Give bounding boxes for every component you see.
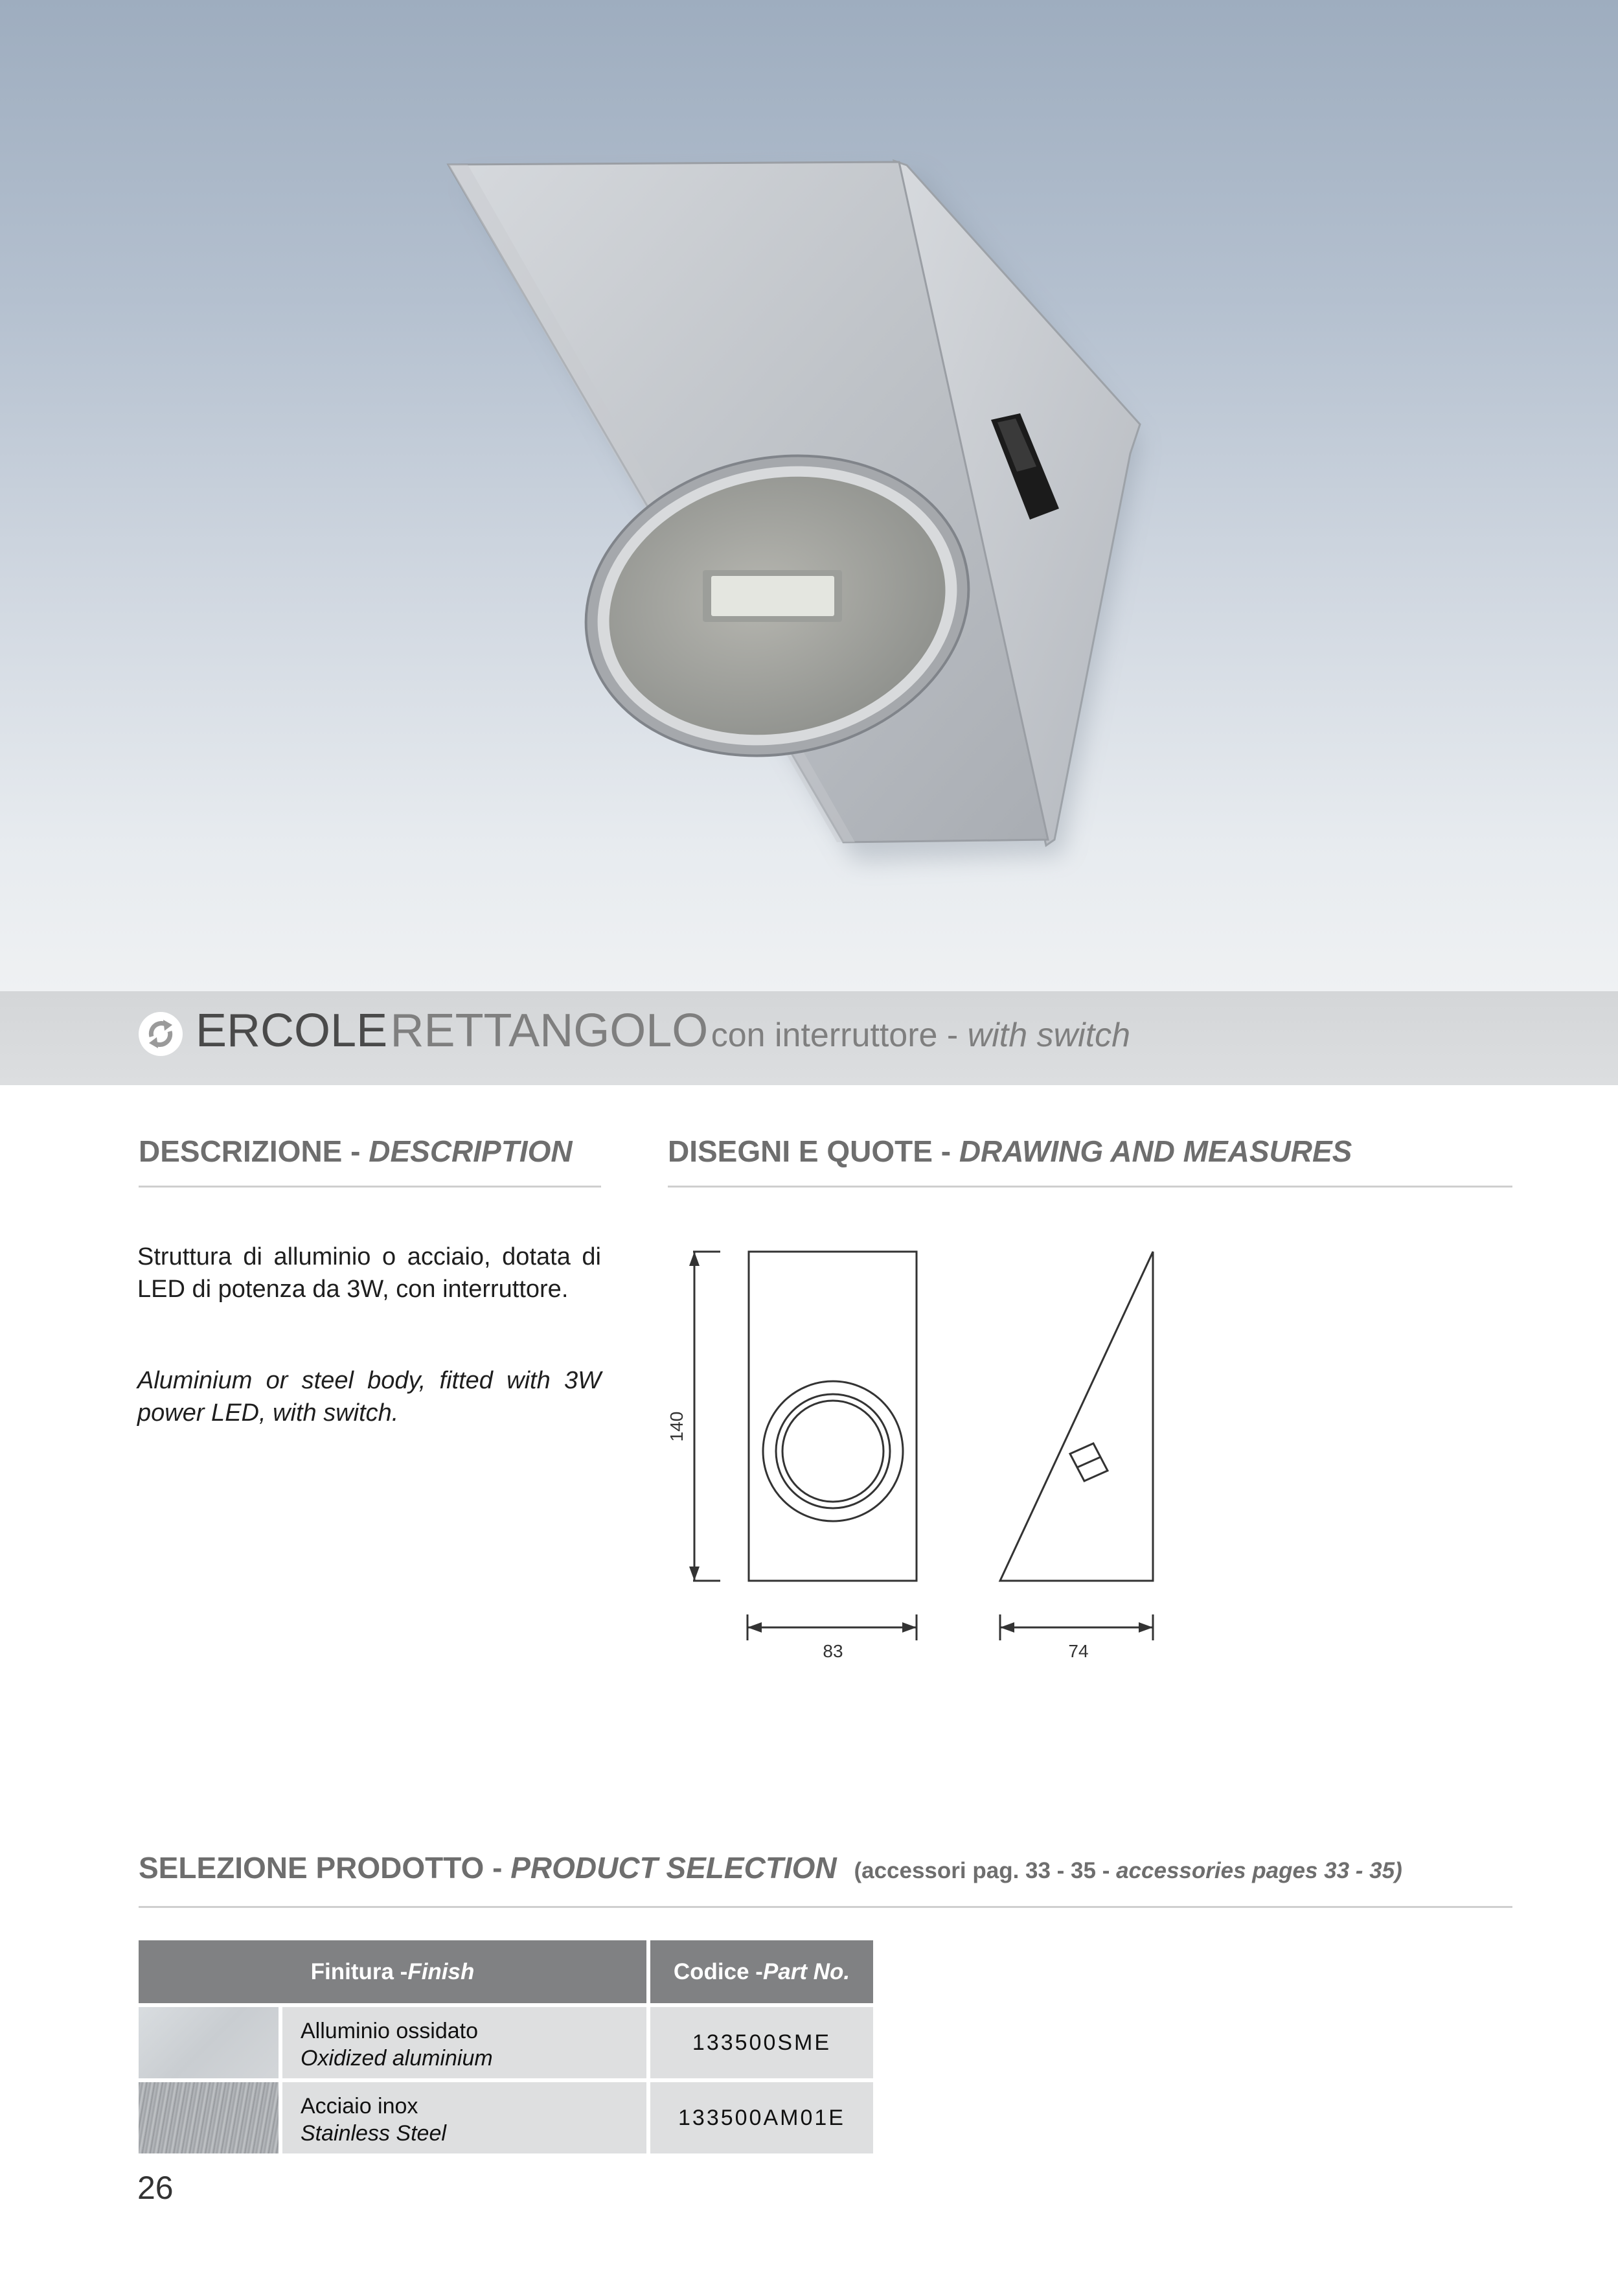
page-title <box>196 1004 1130 1057</box>
finish-name-en: Oxidized aluminium <box>301 2046 493 2071</box>
lamp-illustration <box>0 0 1618 991</box>
description-heading <box>139 1134 573 1169</box>
selection-heading <box>139 1850 1402 1885</box>
column-header-code-en: Part No. <box>762 1958 850 1984</box>
width-arrow-left <box>747 1622 762 1633</box>
column-header-finish-it: Finitura - <box>310 1958 408 1984</box>
finish-name-en: Stainless Steel <box>301 2121 446 2146</box>
table-row <box>282 2007 646 2078</box>
accessories-note <box>854 1858 1402 1883</box>
height-arrow-top <box>689 1252 700 1266</box>
side-view-outline <box>1000 1252 1153 1581</box>
drawing-heading-it: DISEGNI E QUOTE - <box>668 1134 959 1168</box>
finish-swatch-oxidized-aluminium <box>139 2007 279 2078</box>
width-label: 83 <box>823 1641 843 1661</box>
front-view-outline <box>749 1252 917 1581</box>
depth-arrow-right <box>1139 1622 1153 1633</box>
accessories-note-it: (accessori pag. 33 - 35 - <box>854 1858 1117 1883</box>
part-number: 133500AM01E <box>650 2082 873 2153</box>
drawing-heading <box>668 1134 1352 1169</box>
description-divider <box>139 1186 601 1188</box>
front-view-lens-inner <box>782 1401 883 1502</box>
depth-arrow-left <box>1000 1622 1014 1633</box>
product-title-band <box>0 991 1618 1085</box>
technical-drawing <box>661 1244 1179 1671</box>
accessories-note-en: accessories pages 33 - 35) <box>1116 1858 1402 1883</box>
column-header-finish-en: Finish <box>407 1958 475 1984</box>
column-header-finish <box>139 1940 646 2003</box>
side-view-switch-line <box>1077 1457 1100 1467</box>
selection-divider <box>139 1906 1512 1908</box>
column-header-code <box>650 1940 873 2003</box>
finish-name-it: Alluminio ossidato <box>301 2019 479 2043</box>
width-arrow-right <box>902 1622 917 1633</box>
cycle-arrows-icon <box>137 1011 184 1057</box>
title-brand: ERCOLE <box>196 1005 388 1057</box>
height-arrow-bottom <box>689 1567 700 1581</box>
title-model: RETTANGOLO <box>390 1005 709 1057</box>
front-view-lens-outer <box>763 1381 903 1521</box>
finish-name-it: Acciaio inox <box>301 2094 418 2118</box>
table-row <box>282 2082 646 2153</box>
page-number: 26 <box>137 2170 174 2206</box>
finish-swatch-stainless-steel <box>139 2082 279 2153</box>
part-number: 133500SME <box>650 2007 873 2078</box>
depth-label: 74 <box>1068 1641 1089 1661</box>
description-heading-en: DESCRIPTION <box>369 1134 573 1168</box>
description-heading-it: DESCRIZIONE - <box>139 1134 369 1168</box>
column-header-code-it: Codice - <box>673 1958 763 1984</box>
height-label: 140 <box>667 1411 687 1442</box>
title-subtitle-en: with switch <box>967 1016 1131 1054</box>
drawing-divider <box>668 1186 1512 1188</box>
description-text-it: Struttura di alluminio o acciaio, dotata di LED di potenza da 3W, con interruttore. <box>137 1243 601 1303</box>
selection-heading-it: SELEZIONE PRODOTTO - <box>139 1851 511 1885</box>
selection-heading-en: PRODUCT SELECTION <box>510 1851 837 1885</box>
drawing-heading-en: DRAWING AND MEASURES <box>959 1134 1352 1168</box>
product-photo <box>0 0 1618 991</box>
title-subtitle-it: con interruttore - <box>711 1016 968 1054</box>
front-view-lens-mid <box>776 1394 890 1508</box>
description-text-en: Aluminium or steel body, fitted with 3W power LED, with switch. <box>137 1367 601 1427</box>
